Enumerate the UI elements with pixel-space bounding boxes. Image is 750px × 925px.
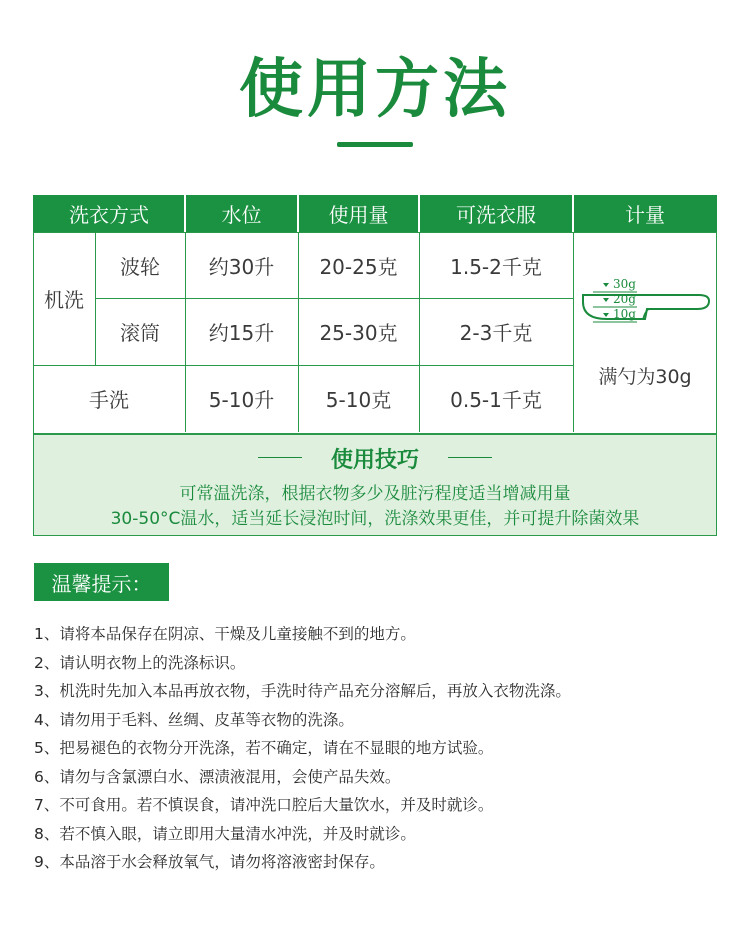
header-dosage: 使用量 (298, 195, 419, 232)
machine-wash-label: 机洗 (44, 288, 84, 312)
header-water-level: 水位 (185, 195, 298, 232)
usage-table (33, 195, 717, 434)
notice-item: 6、请勿与含氯漂白水、漂渍液混用，会使产品失效。 (34, 767, 401, 786)
notice-item: 9、本品溶于水会释放氧气，请勿将溶液密封保存。 (34, 853, 385, 871)
measure-caption: 满勺为30g (598, 365, 692, 388)
hand-clothes: 0.5-1千克 (450, 388, 542, 412)
row-amount: 25-30克 (319, 321, 398, 345)
tips-line: 30-50°C温水，适当延长浸泡时间，洗涤效果更佳，并可提升除菌效果 (110, 509, 640, 529)
row-clothes: 1.5-2千克 (450, 254, 542, 279)
row-type: 滚筒 (120, 321, 160, 345)
hand-water: 5-10升 (208, 388, 275, 412)
page-title: 使用方法 (239, 53, 511, 127)
tips-line: 可常温洗涤，根据衣物多少及脏污程度适当增减用量 (179, 484, 571, 504)
title-underline (337, 142, 413, 147)
notice-item: 2、请认明衣物上的洗涤标识。 (34, 653, 246, 672)
row-water: 约15升 (208, 321, 275, 345)
hand-wash-label: 手洗 (89, 388, 129, 412)
notice-item: 4、请勿用于毛料、丝绸、皮革等衣物的洗涤。 (34, 710, 354, 729)
usage-tips-box (33, 434, 717, 536)
notice-title: 温馨提示： (34, 563, 169, 601)
measuring-scoop-icon (577, 275, 717, 330)
scoop-mark-20g: 20g (613, 292, 636, 306)
row-amount: 20-25克 (319, 254, 398, 279)
scoop-mark-30g: 30g (613, 277, 636, 291)
scoop-mark-10g: 10g (613, 307, 636, 321)
row-water: 约30升 (208, 254, 275, 279)
notice-item: 7、不可食用。若不慎误食，请冲洗口腔后大量饮水，并及时就诊。 (34, 796, 494, 814)
tips-title: 使用技巧 (330, 448, 419, 473)
notice-item: 5、把易褪色的衣物分开洗涤，若不确定，请在不显眼的地方试验。 (34, 739, 494, 757)
notice-item: 1、请将本品保存在阴凉、干燥及儿童接触不到的地方。 (34, 625, 416, 643)
notice-item: 3、机洗时先加入本品再放衣物，手洗时待产品充分溶解后，再放入衣物洗涤。 (34, 682, 571, 700)
header-clothes: 可洗衣服 (419, 195, 573, 232)
header-measure: 计量 (573, 195, 717, 232)
row-clothes: 2-3千克 (459, 321, 533, 345)
row-type: 波轮 (120, 254, 160, 279)
header-wash-method: 洗衣方式 (33, 195, 185, 232)
notice-item: 8、若不慎入眼，请立即用大量清水冲洗，并及时就诊。 (34, 824, 416, 843)
notice-list (34, 620, 724, 877)
tips-dash-right (448, 457, 492, 458)
hand-amount: 5-10克 (325, 388, 392, 412)
